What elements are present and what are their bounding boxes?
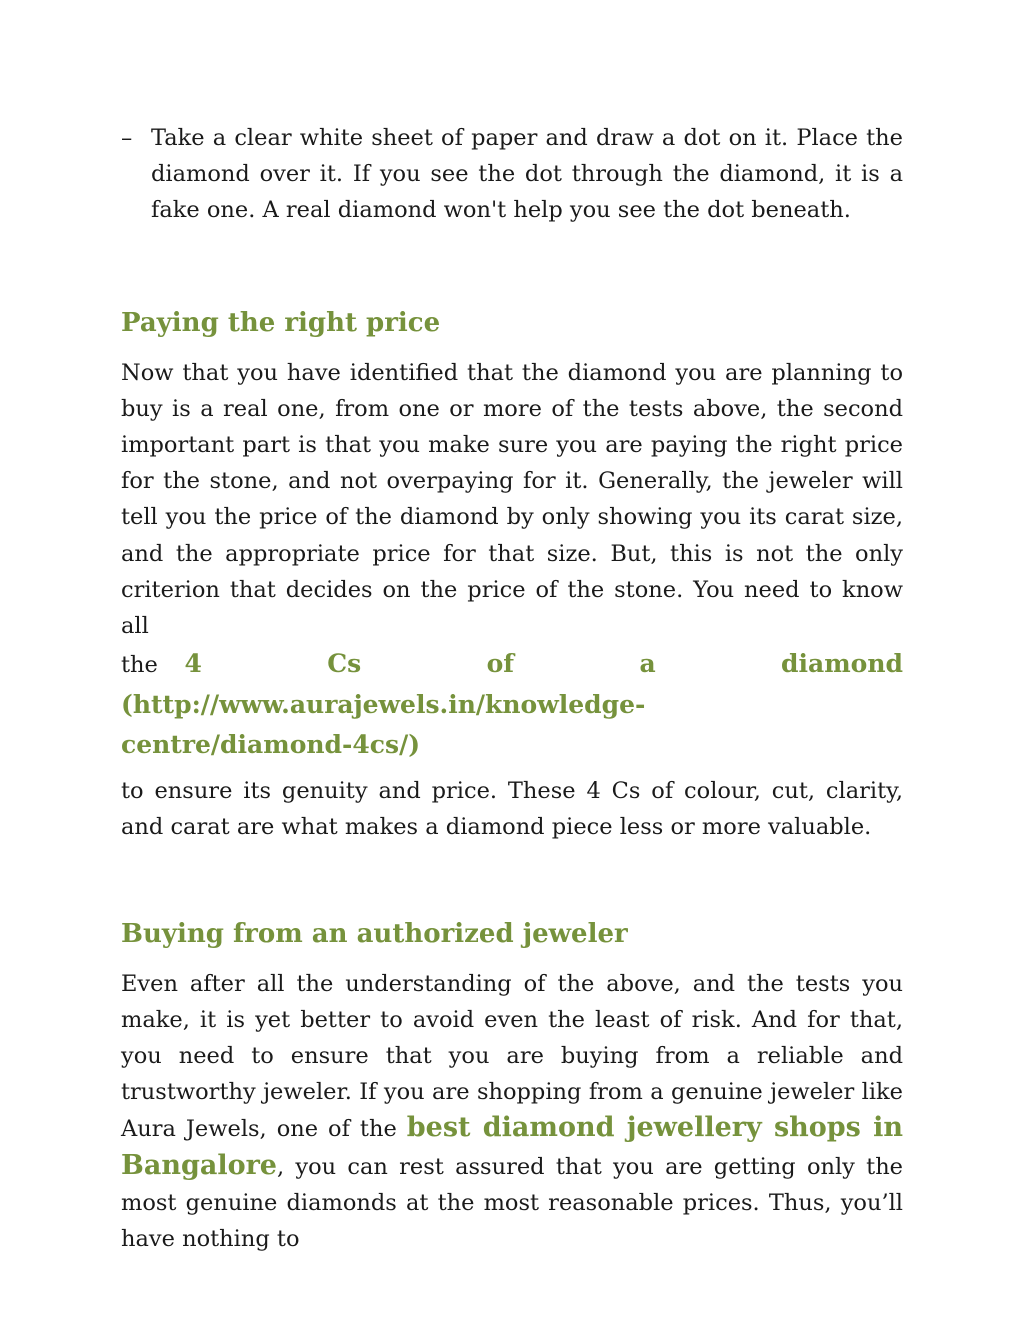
four-cs-url-line-1[interactable]: (http://www.aurajewels.in/knowledge- [121, 690, 646, 720]
heading-authorized-jeweler: Buying from an authorized jeweler [121, 918, 628, 949]
paragraph-end: , you can rest assured that you are getting only the most genuine diamonds at the most reasonable prices. Thus, you’ll have nothing to [121, 1153, 903, 1253]
paragraph-authorized-jeweler [121, 966, 903, 1258]
bullet-text: Take a clear white sheet of paper and draw a dot on it. Place the diamond over it. If you see the dot through the diamond, it is a fake one. A real diamond won't help you see the dot beneath. [151, 125, 903, 224]
four-cs-link[interactable]: 4 Cs of a diamond [184, 649, 903, 679]
four-cs-link-line [121, 644, 903, 685]
four-cs-url-line-2[interactable]: centre/diamond-4cs/) [121, 730, 421, 760]
paragraph-four-cs: to ensure its genuity and price. These 4 Cs of colour, cut, clarity, and carat are what makes a diamond piece less or more valuable. [121, 778, 903, 841]
paragraph-right-price: Now that you have identified that the diamond you are planning to buy is a real one, from one or more of the tests above, the second important part is that you make sure you are paying the right price for the stone, and not overpaying for it. Generally, the jeweler will tell you the price of the diamond by only showing you its carat size, and the appropriate price for that size. But, this is not the only criterion that decides on the price of the stone. You need to know all [121, 359, 903, 640]
heading-paying-right-price: Paying the right price [121, 307, 441, 338]
bullet-item [121, 120, 903, 229]
best-diamond-shops-link[interactable]: best diamond jewellery shops in Bangalore [121, 1112, 903, 1181]
link-prefix-text: the [121, 652, 158, 679]
document-page [121, 120, 903, 1257]
paragraph-start: Even after all the understanding of the above, and the tests you make, it is yet better to avoid even the least of risk. And for that, you need to ensure that you are buying from a reliable and trustworthy jeweler. If you are shopping from a genuine jeweler like Aura Jewels, one of the [121, 970, 903, 1143]
bullet-dash: – [121, 125, 133, 151]
